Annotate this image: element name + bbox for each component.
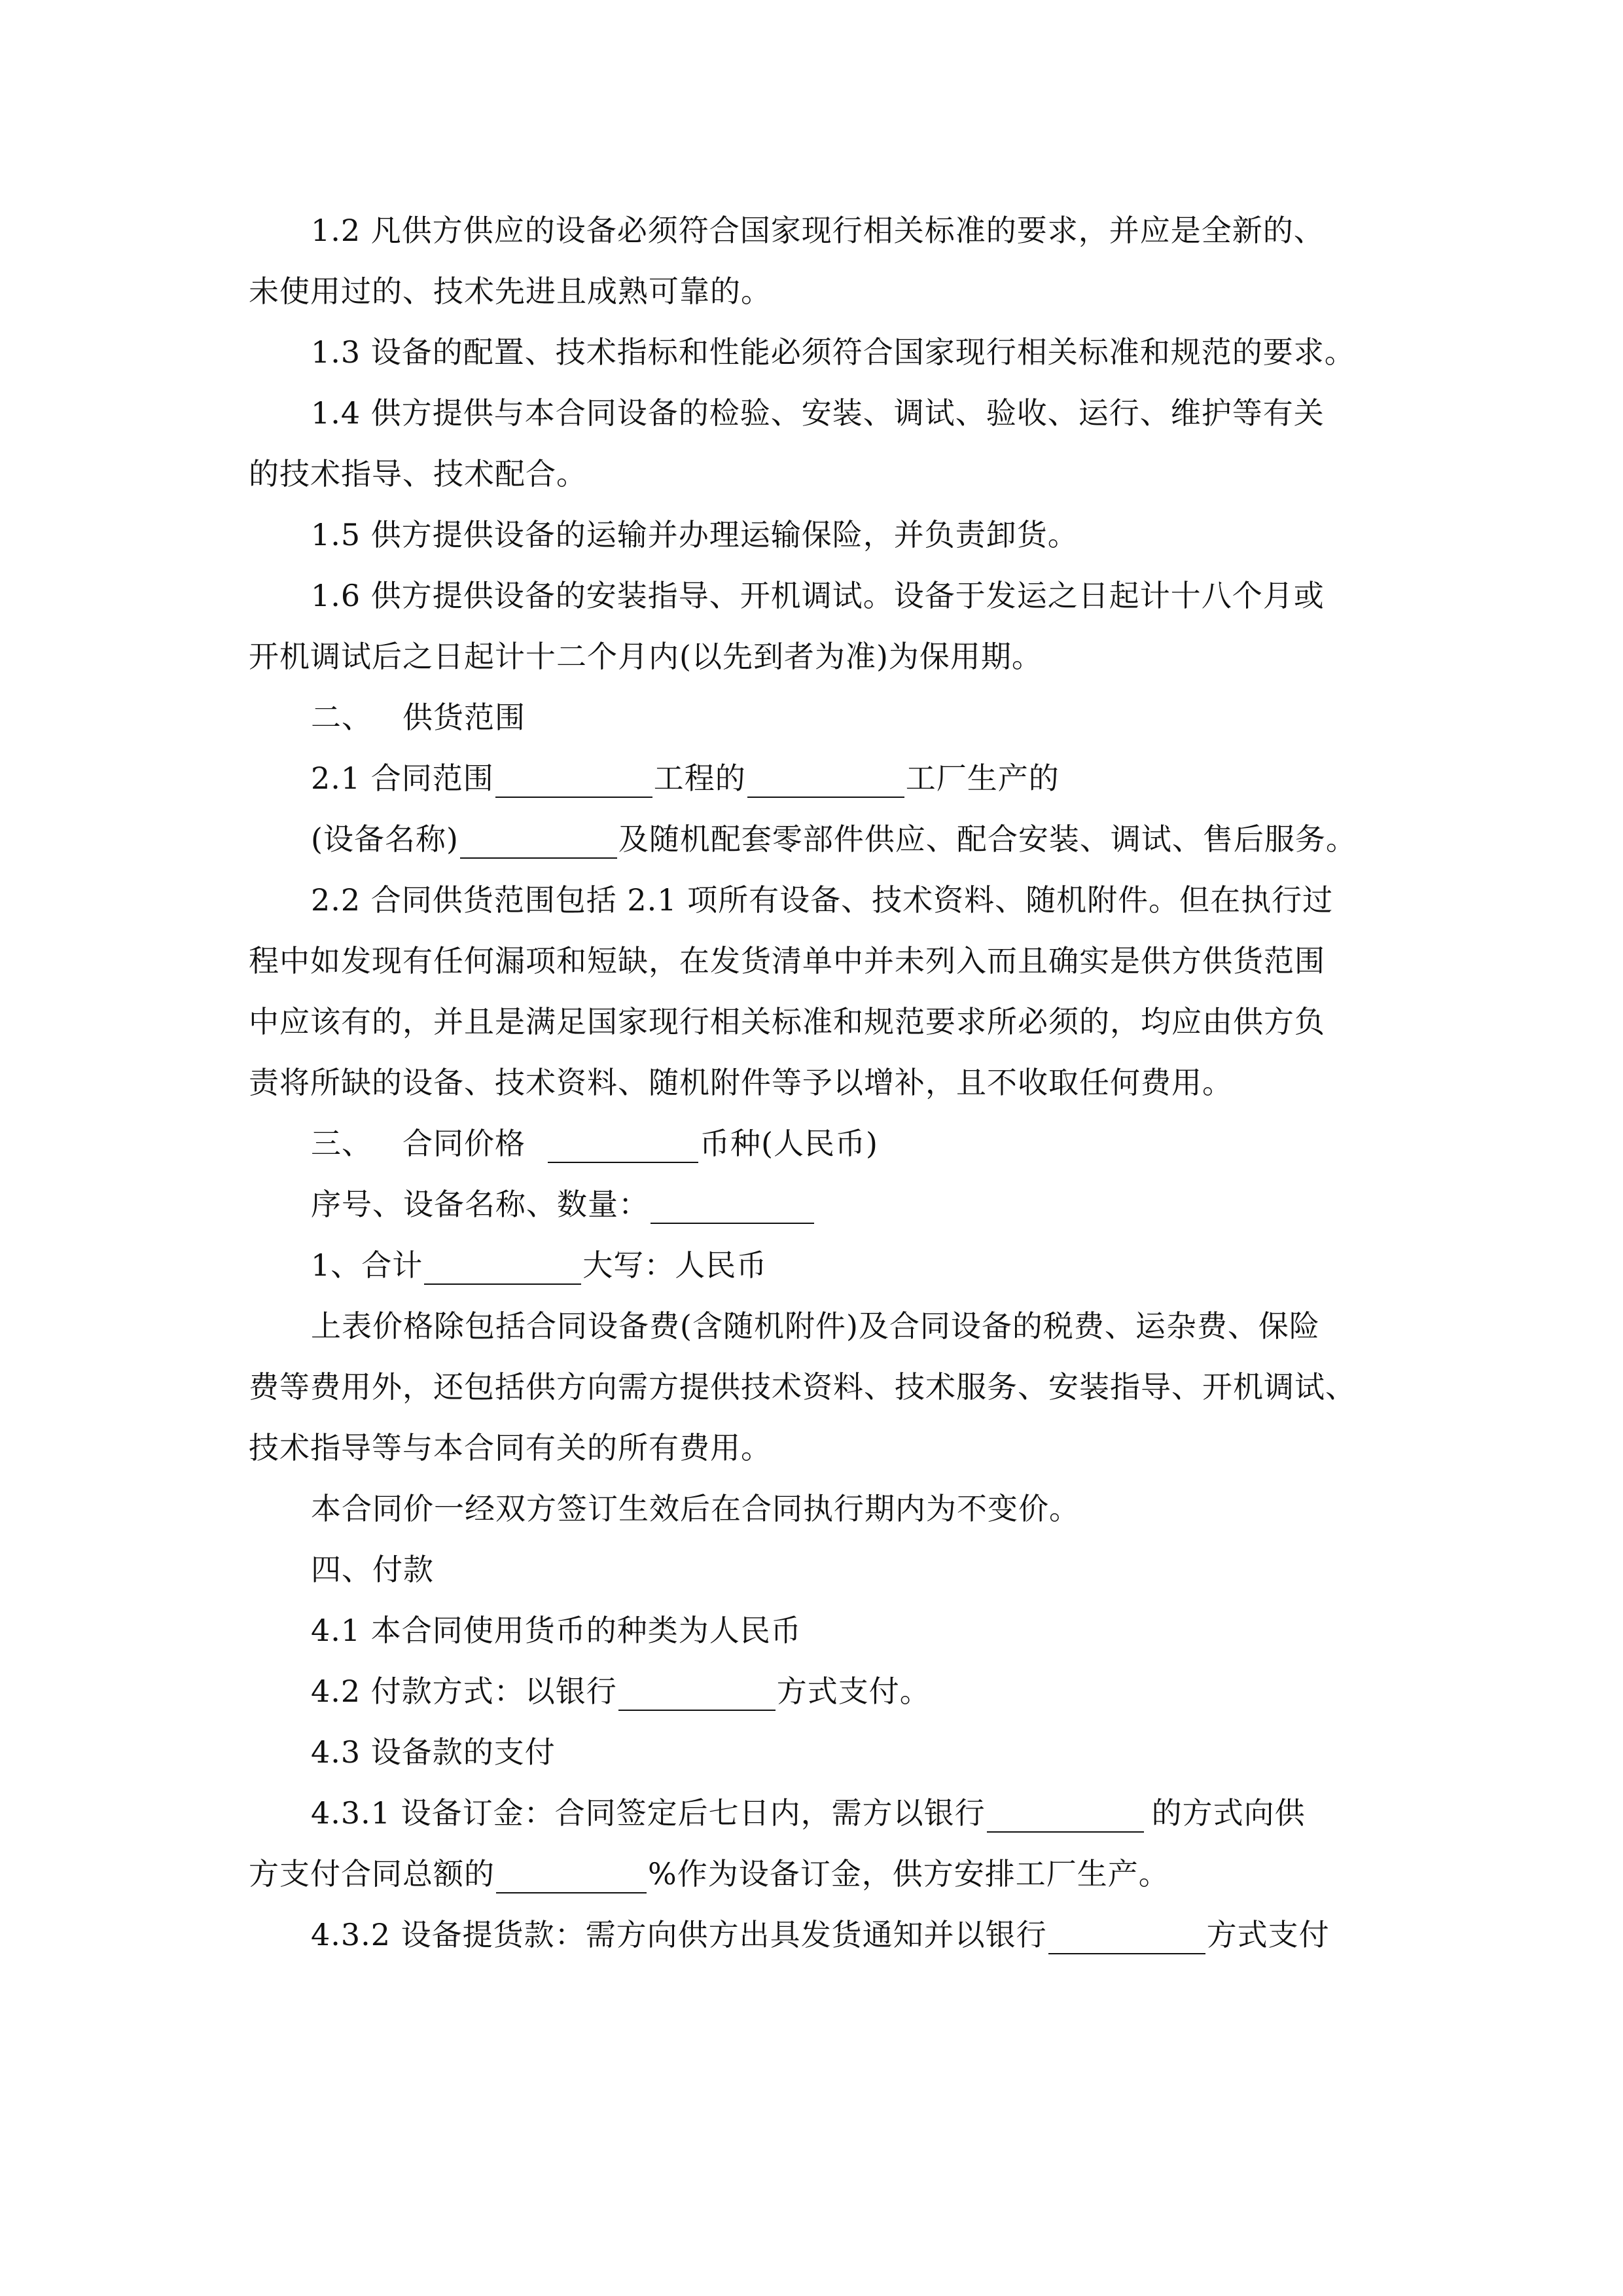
price-note-cont-1: 费等费用外，还包括供方向需方提供技术资料、技术服务、安装指导、开机调试、: [249, 1369, 1356, 1405]
clause-2-2-cont-1: 程中如发现有任何漏项和短缺，在发货清单中并未列入而且确实是供方供货范围: [249, 943, 1325, 978]
clause-4-1: 4.1 本合同使用货币的种类为人民币: [311, 1613, 802, 1648]
clause-2-2-cont-3: 责将所缺的设备、技术资料、随机附件等予以增补，且不收取任何费用。: [249, 1065, 1233, 1100]
factory-blank[interactable]: [747, 765, 904, 798]
clause-4-2: 4.2 付款方式：以银行 方式支付。: [311, 1672, 931, 1711]
price-blank[interactable]: [548, 1130, 698, 1163]
price-note-cont-2: 技术指导等与本合同有关的所有费用。: [249, 1430, 772, 1465]
section-3-heading: 三、 合同价格 币种(人民币): [311, 1124, 878, 1163]
clause-1-5: 1.5 供方提供设备的运输并办理运输保险，并负责卸货。: [311, 517, 1079, 552]
clause-2-1-cont: (设备名称) 及随机配套零部件供应、配合安装、调试、售后服务。: [311, 819, 1357, 859]
project-blank[interactable]: [495, 765, 652, 798]
clause-1-4-cont: 的技术指导、技术配合。: [249, 456, 587, 492]
section-4-heading: 四、付款: [311, 1552, 434, 1587]
price-note: 上表价格除包括合同设备费(含随机附件)及合同设备的税费、运杂费、保险: [311, 1308, 1320, 1344]
deposit-method-blank[interactable]: [987, 1800, 1144, 1833]
deposit-percent-blank[interactable]: [496, 1861, 647, 1893]
total-line: 1、合计 大写：人民币: [311, 1246, 767, 1285]
equipment-name-blank[interactable]: [460, 826, 617, 859]
clause-2-1: 2.1 合同范围 工程的 工厂生产的: [311, 759, 1060, 798]
clause-1-6-cont: 开机调试后之日起计十二个月内(以先到者为准)为保用期。: [249, 639, 1043, 674]
total-amount-blank[interactable]: [424, 1252, 581, 1285]
item-quantity-blank[interactable]: [651, 1191, 814, 1224]
clause-4-3: 4.3 设备款的支付: [311, 1734, 556, 1770]
item-list-line: 序号、设备名称、数量：: [311, 1185, 815, 1224]
clause-1-3: 1.3 设备的配置、技术指标和性能必须符合国家现行相关标准和规范的要求。: [311, 334, 1355, 370]
clause-1-6: 1.6 供方提供设备的安装指导、开机调试。设备于发运之日起计十八个月或: [311, 578, 1325, 613]
clause-4-3-2: 4.3.2 设备提货款：需方向供方出具发货通知并以银行 方式支付: [311, 1915, 1330, 1954]
clause-4-3-1: 4.3.1 设备订金：合同签定后七日内，需方以银行 的方式向供: [311, 1793, 1306, 1833]
clause-2-2: 2.2 合同供货范围包括 2.1 项所有设备、技术资料、随机附件。但在执行过: [311, 882, 1334, 918]
clause-4-3-1-cont: 方支付合同总额的 %作为设备订金，供方安排工厂生产。: [249, 1854, 1169, 1893]
fixed-price-note: 本合同价一经双方签订生效后在合同执行期内为不变价。: [311, 1491, 1080, 1526]
pickup-payment-blank[interactable]: [1048, 1922, 1205, 1954]
clause-2-2-cont-2: 中应该有的，并且是满足国家现行相关标准和规范要求所必须的，均应由供方负: [249, 1004, 1325, 1039]
clause-1-2: 1.2 凡供方供应的设备必须符合国家现行相关标准的要求，并应是全新的、: [311, 213, 1325, 248]
clause-1-2-cont: 未使用过的、技术先进且成熟可靠的。: [249, 274, 772, 309]
clause-1-4: 1.4 供方提供与本合同设备的检验、安装、调试、验收、运行、维护等有关: [311, 395, 1325, 431]
payment-method-blank[interactable]: [618, 1678, 776, 1711]
section-2-heading: 二、 供货范围: [311, 700, 526, 735]
